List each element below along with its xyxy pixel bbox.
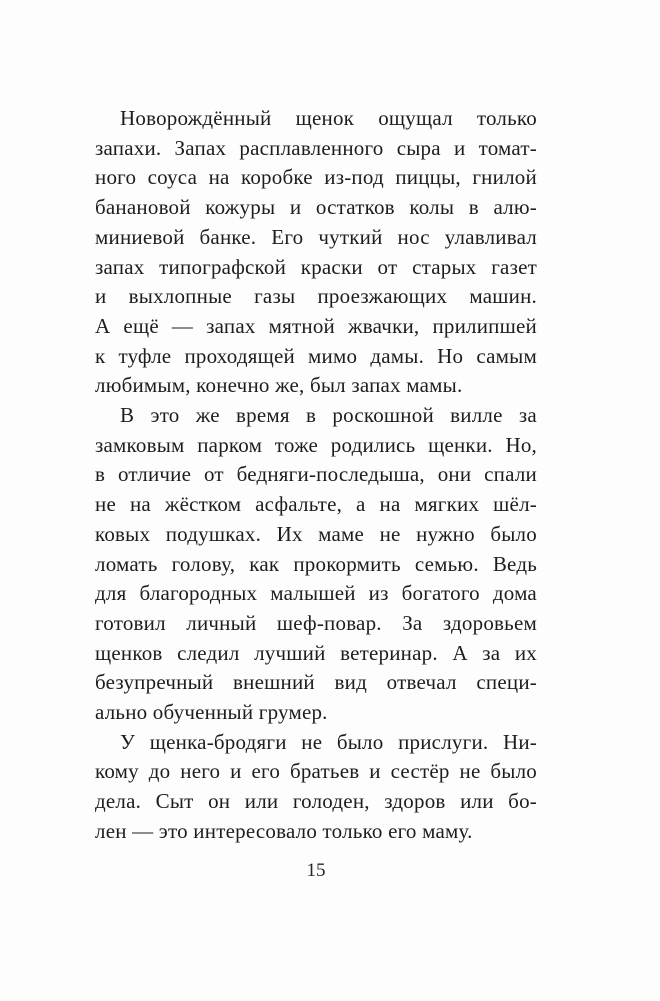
word: тоже bbox=[274, 432, 319, 457]
word: это bbox=[150, 403, 180, 428]
word: Новорождённый bbox=[120, 106, 272, 130]
text-line bbox=[95, 520, 537, 550]
word: Их bbox=[276, 521, 303, 546]
text-line bbox=[95, 579, 537, 609]
text-line bbox=[95, 253, 537, 283]
word: машин. bbox=[469, 284, 537, 309]
word: и bbox=[95, 284, 107, 309]
text-line bbox=[95, 401, 537, 431]
word: Но bbox=[437, 343, 464, 368]
word: отличие bbox=[117, 462, 192, 487]
word: следил bbox=[177, 640, 240, 665]
word: А bbox=[95, 313, 111, 338]
word: гнилой bbox=[472, 165, 537, 190]
text-line bbox=[95, 550, 537, 580]
word: нос bbox=[397, 224, 430, 249]
word: за bbox=[482, 640, 501, 665]
word: ещё bbox=[123, 313, 159, 338]
word: запахи. bbox=[95, 135, 162, 160]
word: краски bbox=[300, 254, 363, 279]
word: как bbox=[249, 551, 280, 576]
word: и bbox=[453, 135, 466, 160]
word: было bbox=[336, 729, 384, 754]
text-line bbox=[95, 757, 537, 787]
word: газы bbox=[254, 284, 296, 309]
word: было bbox=[490, 521, 537, 546]
word: дома bbox=[492, 581, 537, 606]
word: от bbox=[377, 254, 398, 279]
word: безупречный bbox=[95, 670, 214, 695]
word: шёл- bbox=[493, 492, 537, 517]
word: только bbox=[476, 106, 537, 130]
word: на bbox=[208, 165, 230, 190]
word: колы bbox=[409, 195, 455, 220]
word: ного bbox=[95, 165, 137, 190]
word: не bbox=[379, 521, 401, 546]
word: ощущал bbox=[378, 106, 453, 130]
word: в bbox=[95, 462, 106, 487]
word: вилле bbox=[450, 403, 503, 428]
word: голоден, bbox=[292, 789, 370, 814]
word: к bbox=[95, 343, 106, 368]
word: замковым bbox=[95, 432, 185, 457]
word: или bbox=[460, 789, 494, 814]
word: старых bbox=[412, 254, 477, 279]
text-line bbox=[95, 163, 537, 193]
text-line bbox=[95, 787, 537, 817]
word: запах bbox=[95, 254, 145, 279]
word: газет bbox=[491, 254, 537, 279]
word: расплавленного bbox=[239, 135, 384, 160]
word: проезжающих bbox=[317, 284, 448, 309]
word: не bbox=[459, 759, 481, 784]
word: шеф-повар. bbox=[276, 610, 382, 635]
word: готовил bbox=[95, 610, 166, 635]
word: ковых bbox=[95, 521, 151, 546]
word: из bbox=[368, 581, 389, 606]
word: до bbox=[148, 759, 171, 784]
word: малышей bbox=[270, 581, 356, 606]
text-line bbox=[95, 460, 537, 490]
text-line bbox=[95, 134, 537, 164]
word: щенка-бродяги bbox=[149, 729, 287, 754]
word: миниевой bbox=[95, 224, 185, 249]
word: на bbox=[129, 492, 151, 517]
word: на bbox=[379, 492, 401, 517]
word: соуса bbox=[147, 165, 198, 190]
word: бо- bbox=[508, 789, 537, 814]
word: от bbox=[203, 462, 224, 487]
word: мимо bbox=[308, 343, 358, 368]
word: а bbox=[356, 492, 366, 517]
word: время bbox=[236, 403, 290, 428]
word: парком bbox=[197, 432, 263, 457]
text-line bbox=[95, 342, 537, 372]
word: из-под bbox=[324, 165, 384, 190]
word: жвачки, bbox=[348, 313, 420, 338]
word: запах bbox=[206, 313, 256, 338]
word: и bbox=[289, 195, 302, 220]
word: щенков bbox=[95, 640, 163, 665]
text-line bbox=[95, 609, 537, 639]
word: самым bbox=[476, 343, 537, 368]
word: кожуры bbox=[205, 195, 276, 220]
word: или bbox=[244, 789, 279, 814]
paragraph bbox=[95, 104, 537, 401]
word: прислуги. bbox=[398, 729, 489, 754]
word: Ведь bbox=[492, 551, 537, 576]
word: богатого bbox=[401, 581, 480, 606]
word: прилипшей bbox=[432, 313, 537, 338]
word: кому bbox=[95, 759, 139, 784]
text-line bbox=[95, 431, 537, 461]
text-line: лен — это интересовало только его маму. bbox=[95, 818, 473, 843]
word: него bbox=[180, 759, 221, 784]
word: банановой bbox=[95, 195, 191, 220]
text-line bbox=[95, 490, 537, 520]
text-line bbox=[95, 193, 537, 223]
text-line bbox=[95, 312, 537, 342]
word: здоровьем bbox=[442, 610, 537, 635]
word: подушках. bbox=[165, 521, 262, 546]
word: щенок bbox=[295, 106, 355, 130]
word: дела. bbox=[95, 789, 142, 814]
word: У bbox=[120, 729, 136, 754]
word: семью. bbox=[414, 551, 479, 576]
word: мятной bbox=[268, 313, 336, 338]
word: чуткий bbox=[318, 224, 383, 249]
word: отвечал bbox=[386, 670, 457, 695]
word: роскошной bbox=[332, 403, 434, 428]
text-line bbox=[95, 639, 537, 669]
word: не bbox=[95, 492, 116, 517]
word: туфле bbox=[118, 343, 172, 368]
word: лучший bbox=[254, 640, 326, 665]
word: благородных bbox=[139, 581, 258, 606]
word: Но, bbox=[505, 432, 537, 457]
word: За bbox=[402, 610, 423, 635]
word: нужно bbox=[416, 521, 475, 546]
word: маме bbox=[318, 521, 365, 546]
word: для bbox=[95, 581, 127, 606]
text-line bbox=[95, 104, 537, 134]
text-line bbox=[95, 282, 537, 312]
word: В bbox=[120, 403, 135, 428]
word: братьев bbox=[289, 759, 360, 784]
word: дамы. bbox=[370, 343, 425, 368]
word: Его bbox=[271, 224, 304, 249]
word: проходящей bbox=[184, 343, 295, 368]
page-text bbox=[95, 104, 537, 847]
word: Сыт bbox=[155, 789, 194, 814]
paragraph bbox=[95, 401, 537, 728]
paragraph bbox=[95, 728, 537, 847]
word: же bbox=[195, 403, 220, 428]
word: — bbox=[171, 313, 194, 338]
word: выхлопные bbox=[128, 284, 232, 309]
word: Запах bbox=[174, 135, 227, 160]
word: пиццы, bbox=[395, 165, 461, 190]
word: сыра bbox=[396, 135, 441, 160]
word: банке. bbox=[199, 224, 257, 249]
word: в bbox=[468, 195, 479, 220]
word: специ- bbox=[476, 670, 537, 695]
word: сестёр bbox=[390, 759, 450, 784]
word: личный bbox=[186, 610, 257, 635]
word: улавливал bbox=[444, 224, 537, 249]
text-line bbox=[95, 728, 537, 758]
word: асфальте, bbox=[255, 492, 343, 517]
word: Ни- bbox=[502, 729, 537, 754]
word: в bbox=[306, 403, 317, 428]
text-line: любимым, конечно же, был запах мамы. bbox=[95, 373, 463, 398]
text-line bbox=[95, 668, 537, 698]
page-number: 15 bbox=[306, 860, 326, 881]
word: коробке bbox=[241, 165, 313, 190]
word: ломать bbox=[95, 551, 158, 576]
word: внешний bbox=[233, 670, 315, 695]
word: щенки. bbox=[428, 432, 493, 457]
word: он bbox=[208, 789, 231, 814]
word: спали bbox=[484, 462, 537, 487]
text-line bbox=[95, 223, 537, 253]
word: его bbox=[251, 759, 281, 784]
word: было bbox=[490, 759, 537, 784]
text-line: ально обученный грумер. bbox=[95, 700, 328, 725]
word: вид bbox=[334, 670, 367, 695]
word: прокормить bbox=[293, 551, 401, 576]
word: мягких bbox=[414, 492, 480, 517]
word: томат- bbox=[478, 135, 537, 160]
word: остатков bbox=[315, 195, 395, 220]
word: типографской bbox=[159, 254, 287, 279]
word: не bbox=[301, 729, 323, 754]
word: за bbox=[518, 403, 537, 428]
word: ветеринар. bbox=[340, 640, 438, 665]
word: родились bbox=[330, 432, 416, 457]
word: голову, bbox=[171, 551, 236, 576]
word: и bbox=[369, 759, 381, 784]
word: жёстком bbox=[164, 492, 242, 517]
word: здоров bbox=[384, 789, 446, 814]
word: А bbox=[452, 640, 468, 665]
word: их bbox=[514, 640, 537, 665]
word: и bbox=[230, 759, 242, 784]
word: они bbox=[437, 462, 472, 487]
word: бедняги-последыша, bbox=[236, 462, 425, 487]
word: алю- bbox=[493, 195, 537, 220]
